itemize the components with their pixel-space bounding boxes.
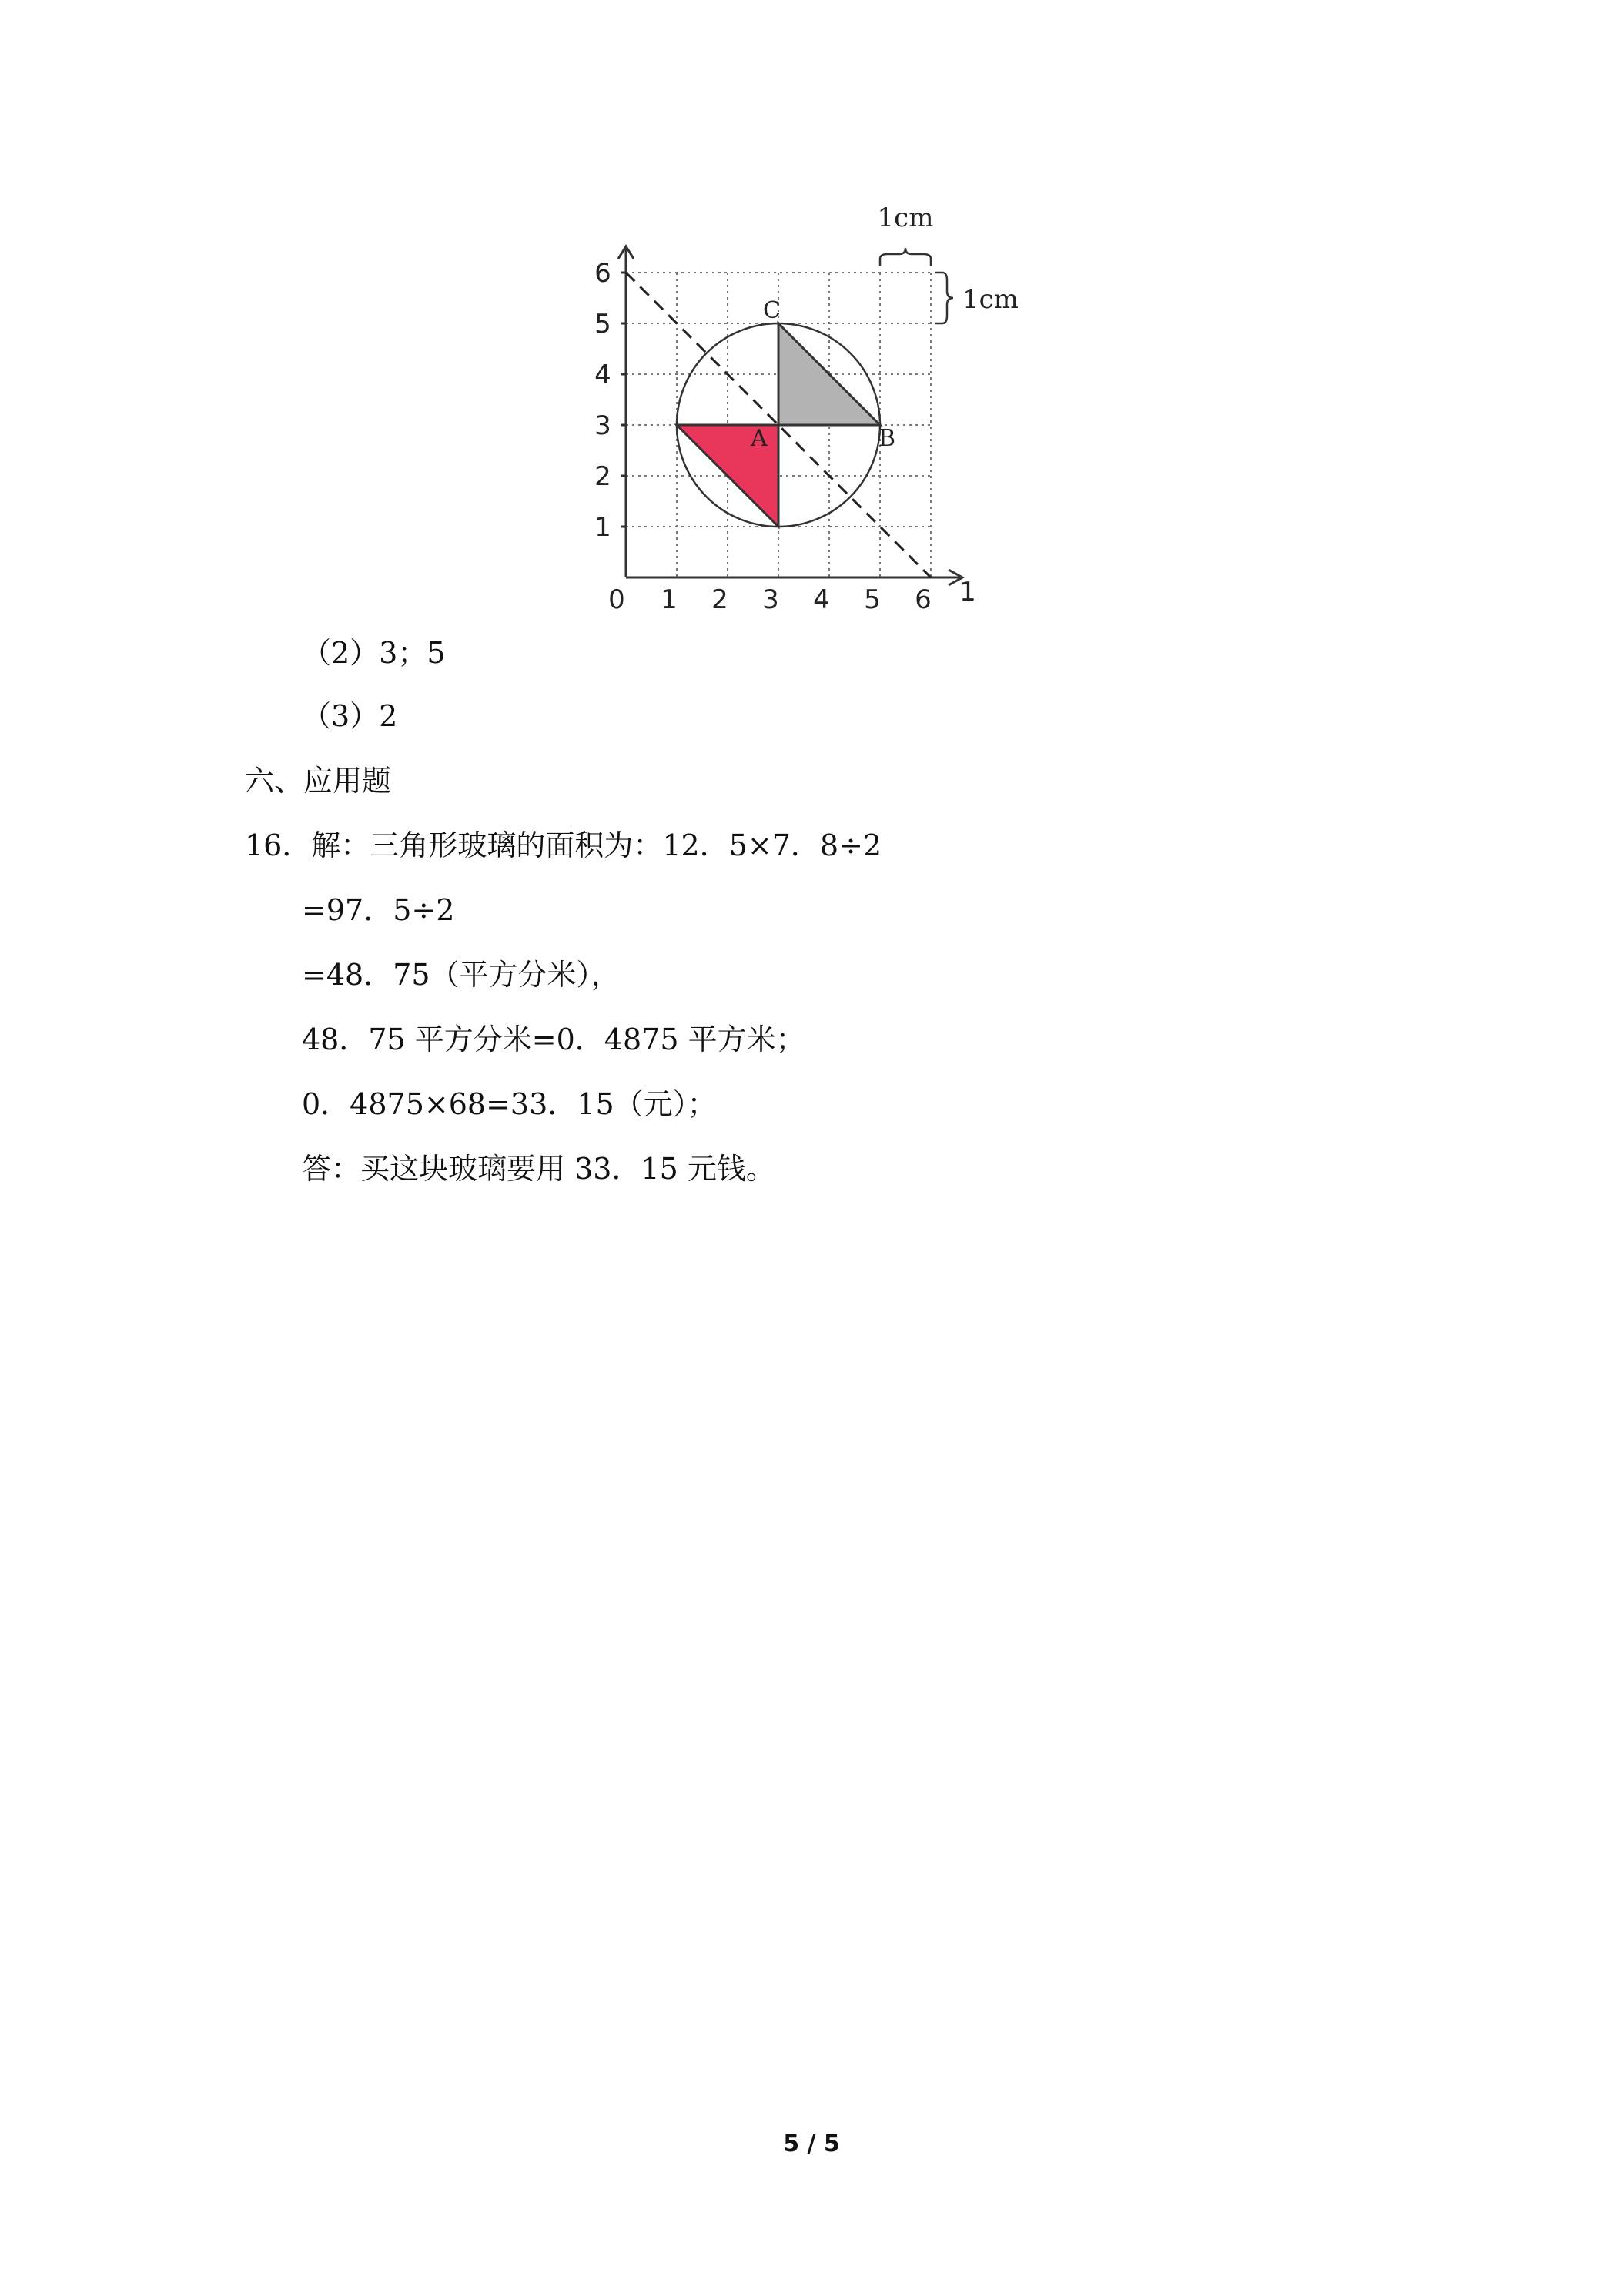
x-tick-4: 4: [813, 584, 830, 615]
gray-triangle: [778, 323, 880, 425]
y-tick-6: 6: [594, 258, 611, 289]
grid-diagram: [561, 192, 1038, 624]
x-tick-0: 0: [608, 584, 625, 615]
x-tick-6: 6: [915, 584, 932, 615]
answer-part-2: （2）3；5: [302, 636, 446, 670]
coordinate-figure: [561, 192, 1038, 624]
x-axis-end-label: 1: [959, 577, 976, 607]
q16-line-4: 48．75 平方分米=0．4875 平方米；: [302, 1022, 805, 1056]
x-tick-3: 3: [762, 584, 779, 615]
x-tick-5: 5: [864, 584, 881, 615]
point-label-c: C: [763, 297, 781, 324]
q16-line-2: =97．5÷2: [302, 893, 455, 927]
scale-brace-right: [935, 273, 953, 323]
point-label-b: B: [878, 425, 896, 452]
x-tick-1: 1: [661, 584, 678, 615]
page-number: 5 / 5: [783, 2130, 840, 2157]
q16-answer: 答：买这块玻璃要用 33．15 元钱。: [302, 1152, 775, 1186]
q16-line-1: 16．解：三角形玻璃的面积为：12．5×7．8÷2: [245, 828, 882, 862]
y-tick-4: 4: [594, 360, 611, 390]
scale-label-top: 1cm: [877, 202, 934, 233]
y-tick-5: 5: [594, 309, 611, 340]
answer-part-3: （3）2: [302, 699, 398, 733]
section-title: 六、应用题: [245, 764, 392, 798]
scale-brace-top: [880, 248, 931, 266]
x-tick-2: 2: [711, 584, 728, 615]
y-tick-2: 2: [594, 461, 611, 492]
y-tick-3: 3: [594, 410, 611, 441]
q16-line-5: 0．4875×68=33．15（元）；: [302, 1087, 717, 1121]
y-tick-1: 1: [594, 512, 611, 543]
q16-line-3: =48．75（平方分米），: [302, 958, 621, 992]
scale-label-right: 1cm: [962, 284, 1019, 315]
point-label-a: A: [751, 425, 768, 452]
